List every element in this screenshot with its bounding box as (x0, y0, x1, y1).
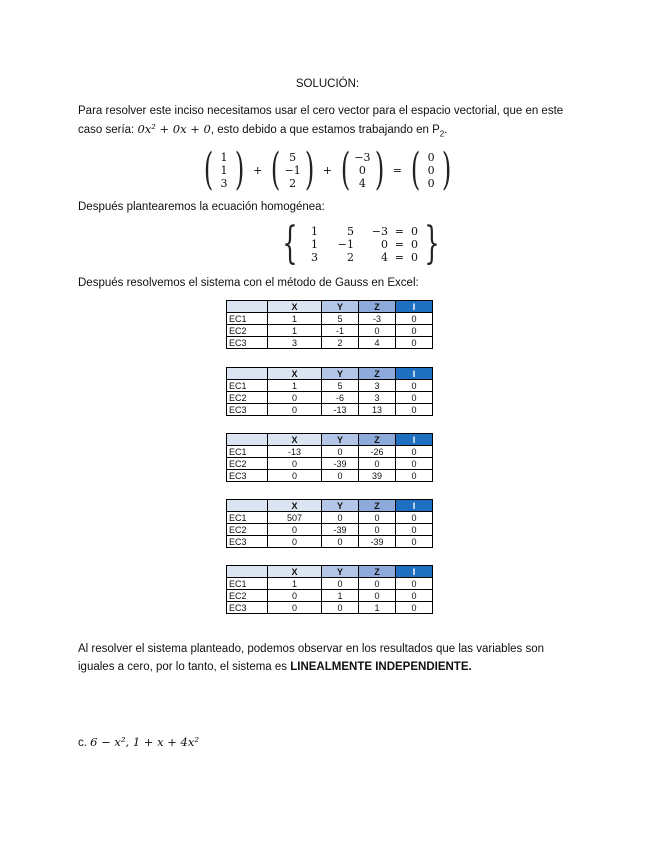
table-cell: 0 (396, 392, 433, 404)
vector-3: ( −3 0 4 ) (340, 144, 384, 195)
column-header: Z (359, 566, 396, 578)
system-cell: 0 (381, 237, 388, 251)
table-corner (227, 301, 268, 313)
system-cell: 5 (347, 224, 354, 238)
table-cell: 0 (396, 404, 433, 416)
vector-2: ( 5 −1 2 ) (271, 144, 315, 195)
column-header: Y (322, 368, 359, 380)
table-row (227, 458, 433, 470)
system-cell: 1 (311, 224, 318, 238)
row-label: EC3 (227, 470, 268, 482)
table-cell: 1 (268, 578, 322, 590)
table-cell: -39 (322, 524, 359, 536)
zero-polynomial: 0x² + 0x + 0 (137, 122, 211, 136)
table-cell: 1 (322, 590, 359, 602)
table-cell: 0 (396, 458, 433, 470)
vector-entry: −1 (284, 163, 301, 177)
table-row (227, 325, 433, 337)
table-cell: 0 (359, 458, 396, 470)
operator: = (392, 163, 402, 177)
homogeneous-intro: Después plantearemos la ecuación homogénea: (78, 201, 325, 213)
row-label: EC1 (227, 578, 268, 590)
system-cell: 2 (347, 250, 354, 264)
gauss-table-3 (226, 433, 433, 482)
table-cell: 0 (396, 578, 433, 590)
linear-system: { 1 5 −3 = 0 1 −1 0 = 0 3 2 4 = 0 } (282, 218, 440, 269)
row-label: EC2 (227, 458, 268, 470)
column-header: I (396, 566, 433, 578)
system-cell: 0 (411, 224, 418, 238)
vector-entry: −3 (354, 150, 371, 164)
table-row (227, 512, 433, 524)
table-cell: 0 (396, 337, 433, 349)
column-header: I (396, 301, 433, 313)
gauss-table-5 (226, 565, 433, 614)
table-cell: -39 (359, 536, 396, 548)
column-header: X (268, 368, 322, 380)
column-header: Z (359, 368, 396, 380)
vector-entry: 4 (358, 176, 366, 190)
table-corner (227, 500, 268, 512)
next-item (78, 733, 578, 752)
vector-equation (0, 144, 655, 195)
table-cell: 39 (359, 470, 396, 482)
zero-vector: ( 0 0 0 ) (410, 144, 452, 195)
table-cell: 0 (268, 458, 322, 470)
table-cell: 0 (268, 392, 322, 404)
intro-paragraph: Para resolver este inciso necesitamos usar el cero vector para el espacio vectorial, que en este caso sería: 0x² + 0x + 0, esto debido a que estamos trabajando en $P_2$. (78, 105, 564, 139)
table-cell: -13 (268, 446, 322, 458)
table-cell: 0 (359, 325, 396, 337)
section-title: SOLUCIÓN: (295, 78, 360, 90)
vector-entry: 3 (220, 176, 228, 190)
table-cell: 4 (359, 337, 396, 349)
column-header: I (396, 368, 433, 380)
table-cell: 0 (359, 524, 396, 536)
row-label: EC2 (227, 590, 268, 602)
table-cell: 3 (359, 392, 396, 404)
vector-entry: 0 (358, 163, 366, 177)
table-row (227, 536, 433, 548)
table-cell: 0 (322, 578, 359, 590)
table-cell: 0 (268, 536, 322, 548)
operator: + (253, 163, 263, 177)
table-cell: -1 (322, 325, 359, 337)
vector-entry: 0 (427, 176, 435, 190)
table-cell: 1 (268, 380, 322, 392)
table-cell: -6 (322, 392, 359, 404)
table-corner (227, 566, 268, 578)
table-row (227, 578, 433, 590)
table-cell: 1 (268, 313, 322, 325)
row-label: EC3 (227, 602, 268, 614)
table-cell: -26 (359, 446, 396, 458)
row-label: EC1 (227, 380, 268, 392)
table-cell: 0 (396, 325, 433, 337)
system-cell: 0 (411, 237, 418, 251)
row-label: EC1 (227, 313, 268, 325)
system-cell: 4 (381, 250, 388, 264)
row-label: EC3 (227, 536, 268, 548)
row-label: EC2 (227, 325, 268, 337)
column-header: I (396, 500, 433, 512)
conclusion-line-1: Al resolver el sistema planteado, podemos observar en los resultados que las variables son (78, 643, 545, 655)
system-cell: 1 (311, 237, 318, 251)
table-cell: 3 (359, 380, 396, 392)
table-cell: 0 (268, 590, 322, 602)
table-cell: 5 (322, 380, 359, 392)
table-corner (227, 434, 268, 446)
system-grid (304, 225, 418, 264)
table-cell: -13 (322, 404, 359, 416)
table-cell: 0 (268, 524, 322, 536)
item-label: c. (78, 737, 87, 749)
vector-entry: 5 (289, 150, 297, 164)
system-cell: = (394, 237, 404, 251)
row-label: EC3 (227, 337, 268, 349)
gauss-table-2 (226, 367, 433, 416)
table-cell: 0 (396, 590, 433, 602)
system-cell: = (394, 224, 404, 238)
space-subscript: 2 (439, 129, 445, 139)
table-cell: -39 (322, 458, 359, 470)
system-cell: −1 (337, 237, 354, 251)
table-cell: 0 (396, 524, 433, 536)
table-cell: 1 (268, 325, 322, 337)
table-row (227, 446, 433, 458)
item-polynomials: 6 − x², 1 + x + 4x² (90, 735, 199, 749)
table-cell: 0 (396, 512, 433, 524)
table-row (227, 337, 433, 349)
table-corner (227, 368, 268, 380)
table-row (227, 313, 433, 325)
intro-line-2-prefix: caso sería: (78, 124, 138, 136)
table-cell: 0 (268, 404, 322, 416)
table-cell: 507 (268, 512, 322, 524)
conclusion-result: LINEALMENTE INDEPENDIENTE. (290, 661, 472, 673)
row-label: EC2 (227, 524, 268, 536)
table-cell: 0 (268, 602, 322, 614)
column-header: Y (322, 566, 359, 578)
column-header: I (396, 434, 433, 446)
vector-entry: 2 (289, 176, 297, 190)
operator: + (322, 163, 333, 177)
table-row (227, 590, 433, 602)
table-cell: 0 (396, 313, 433, 325)
table-cell: 0 (396, 470, 433, 482)
vector-entry: 0 (427, 150, 435, 164)
table-row (227, 380, 433, 392)
gauss-table-4 (226, 499, 433, 548)
column-header: X (268, 500, 322, 512)
gauss-intro: Después resolvemos el sistema con el método de Gauss en Excel: (78, 277, 419, 289)
table-cell: 0 (322, 536, 359, 548)
system-cell: −3 (371, 224, 388, 238)
conclusion-paragraph (78, 640, 598, 676)
column-header: Z (359, 434, 396, 446)
row-label: EC1 (227, 512, 268, 524)
table-cell: 0 (322, 512, 359, 524)
system-cell: 3 (311, 250, 318, 264)
vector-entry: 1 (220, 150, 228, 164)
table-cell: 0 (359, 512, 396, 524)
column-header: X (268, 566, 322, 578)
table-cell: 1 (359, 602, 396, 614)
gauss-table-1 (226, 300, 433, 349)
row-label: EC2 (227, 392, 268, 404)
table-cell: 0 (359, 578, 396, 590)
vector-entry: 1 (220, 163, 228, 177)
row-label: EC1 (227, 446, 268, 458)
conclusion-line-2: iguales a cero, por lo tanto, el sistema es (78, 661, 291, 673)
column-header: X (268, 434, 322, 446)
table-cell: 0 (396, 380, 433, 392)
table-cell: 13 (359, 404, 396, 416)
table-cell: 0 (396, 602, 433, 614)
column-header: Z (359, 500, 396, 512)
column-header: Y (322, 301, 359, 313)
table-row (227, 524, 433, 536)
table-cell: 0 (396, 536, 433, 548)
table-row (227, 470, 433, 482)
table-cell: 0 (268, 470, 322, 482)
system-cell: = (394, 250, 404, 264)
column-header: X (268, 301, 322, 313)
table-cell: 0 (322, 470, 359, 482)
table-cell: 3 (268, 337, 322, 349)
table-cell: 5 (322, 313, 359, 325)
table-cell: 0 (396, 446, 433, 458)
vector-1: ( 1 1 3 ) (203, 144, 245, 195)
system-cell: 0 (411, 250, 418, 264)
table-cell: 0 (359, 590, 396, 602)
table-row (227, 392, 433, 404)
column-header: Y (322, 434, 359, 446)
column-header: Z (359, 301, 396, 313)
table-row (227, 602, 433, 614)
table-cell: -3 (359, 313, 396, 325)
row-label: EC3 (227, 404, 268, 416)
intro-line-1: Para resolver este inciso necesitamos usar el cero vector para el espacio vectorial, que en este (78, 105, 564, 117)
table-cell: 0 (322, 602, 359, 614)
vector-entry: 0 (427, 163, 435, 177)
intro-line-2-suffix: , esto debido a que estamos trabajando en P (210, 124, 440, 136)
table-cell: 0 (322, 446, 359, 458)
table-row (227, 404, 433, 416)
column-header: Y (322, 500, 359, 512)
table-cell: 2 (322, 337, 359, 349)
